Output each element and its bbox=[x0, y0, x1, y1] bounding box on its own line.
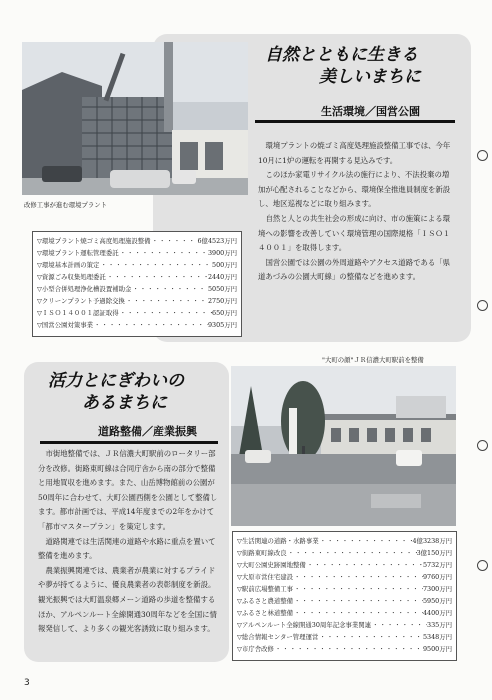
budget-row: ▽ＩＳＯ１４００１認証取得 ・・・・・・・・・・・・・・・・・・・・・・・・・・・・・・・・・・・・・・・・・・ 650万円 bbox=[37, 307, 237, 319]
binding-hole bbox=[477, 300, 488, 311]
budget-row: ▽クリーンプラント予過除交換 ・・・・・・・・・・・・・・・・・・・・・・・・・・・・・・・・・・・・・・・・・・ 2750万円 bbox=[37, 295, 237, 307]
top-body-text bbox=[258, 139, 455, 285]
page-number: 3 bbox=[24, 678, 30, 688]
top-subtitle-rule bbox=[255, 120, 455, 123]
top-photo-caption: 改修工事が進む環境プラント bbox=[24, 201, 108, 209]
binding-hole bbox=[477, 560, 488, 571]
bottom-title-line1: 活力とにぎわいの bbox=[48, 371, 184, 391]
budget-row: ▽資源ごみ収集処理委託 ・・・・・・・・・・・・・・・・・・・・・・・・・・・・・・・・・・・・・・・・・・ 2440万円 bbox=[37, 271, 237, 283]
binding-hole bbox=[477, 150, 488, 161]
budget-row: ▽大町公園史跡園地整備 ・・・・・・・・・・・・・・・・・・・・・・・・・・・・・・・・・・・・・・・・・・ 5732万円 bbox=[237, 559, 452, 571]
top-title-line2: 美しいまちに bbox=[319, 67, 421, 87]
bottom-subtitle: 道路整備／産業振興 bbox=[98, 425, 197, 438]
bottom-subtitle-rule bbox=[40, 441, 218, 444]
paragraph: 自然と人との共生社会の形成に向け、市の施策による環境への影響を改善していく環境管理の国際規格「ＩＳＯ１４００１」を取得します。 bbox=[258, 213, 451, 253]
budget-row: ▽街路東町線改良 ・・・・・・・・・・・・・・・・・・・・・・・・・・・・・・・・・・・・・・・・・・ 3億150万円 bbox=[237, 547, 452, 559]
budget-row: ▽アルペンルート全線開通30周年記念事業関連 ・・・・・・・・・・・・・・・・・・・・・・・・・・・・・・・・・・・・・・・・・・ 335万円 bbox=[237, 619, 452, 631]
budget-row: ▽環境基本計画の策定 ・・・・・・・・・・・・・・・・・・・・・・・・・・・・・・・・・・・・・・・・・・ 500万円 bbox=[37, 259, 237, 271]
top-title-line1: 自然とともに生きる bbox=[265, 45, 418, 65]
bottom-photo-caption: "大町の顔"ＪＲ信濃大町駅前を整備 bbox=[322, 356, 424, 364]
budget-row: ▽生活関連の道路・水路事業 ・・・・・・・・・・・・・・・・・・・・・・・・・・・・・・・・・・・・・・・・・・ 4億3238万円 bbox=[237, 535, 452, 547]
paragraph: 農業振興関連では、農業者が農業に対するプライドや夢が持てるように、優良農業者の表彰制度を新設。観光振興では大町温泉郷メーン道路の歩道を整備するほか、アルペンルート全線開通30周年などを全国に情報発信して、より多くの観光客誘致に取り組みます。 bbox=[38, 565, 217, 634]
station-plaza-photo bbox=[231, 366, 456, 526]
budget-row: ▽大原市営住宅建設 ・・・・・・・・・・・・・・・・・・・・・・・・・・・・・・・・・・・・・・・・・・ 9760万円 bbox=[237, 571, 452, 583]
budget-row: ▽ふるさと林道整備 ・・・・・・・・・・・・・・・・・・・・・・・・・・・・・・・・・・・・・・・・・・ 4400万円 bbox=[237, 607, 452, 619]
paragraph: 環境プラントの焼ゴミ高度処理施設整備工事では、今年10月に1炉の運転を再開する見込みです。 bbox=[258, 141, 451, 165]
budget-row: ▽国営公園対策事業 ・・・・・・・・・・・・・・・・・・・・・・・・・・・・・・・・・・・・・・・・・・ 9305万円 bbox=[37, 319, 237, 331]
binding-hole bbox=[477, 440, 488, 451]
budget-row: ▽総合情報センター管理運営 ・・・・・・・・・・・・・・・・・・・・・・・・・・・・・・・・・・・・・・・・・・ 5348万円 bbox=[237, 631, 452, 643]
top-subtitle: 生活環境／国営公園 bbox=[321, 105, 420, 118]
environment-plant-photo bbox=[22, 42, 248, 195]
budget-row: ▽ふるさと農道整備 ・・・・・・・・・・・・・・・・・・・・・・・・・・・・・・・・・・・・・・・・・・ 5950万円 bbox=[237, 595, 452, 607]
budget-row: ▽環境プラント運転管理委託 ・・・・・・・・・・・・・・・・・・・・・・・・・・・・・・・・・・・・・・・・・・ 3900万円 bbox=[37, 247, 237, 259]
paragraph: 市街地整備では、ＪＲ信濃大町駅前のロータリー部分を改修。街路東町線は合同庁舎から南の部分で整備と用地買収を進めます。また、山岳博物館前の公園が50周年に合わせて、大町公園西側を公園として整備します。都市計画では、平成14年度までの2年をかけて「都市マスタープラン」を策定します。 bbox=[38, 449, 218, 531]
paragraph: 国営公園では公園の外周道路やアクセス道路である「県道あづみの公園大町線」の整備などを進めます。 bbox=[258, 257, 451, 282]
budget-row: ▽市庁舎改修 ・・・・・・・・・・・・・・・・・・・・・・・・・・・・・・・・・・・・・・・・・・ 9500万円 bbox=[237, 643, 452, 655]
budget-row: ▽駅前広場整備工事 ・・・・・・・・・・・・・・・・・・・・・・・・・・・・・・・・・・・・・・・・・・ 7300万円 bbox=[237, 583, 452, 595]
budget-row: ▽環境プラント焼ゴミ高度処理施設整備 ・・・・・・・・・・・・・・・・・・・・・・・・・・・・・・・・・・・・・・・・・・ 6億4523万円 bbox=[37, 235, 237, 247]
budget-row: ▽小型合併処理浄化槽設置補助金 ・・・・・・・・・・・・・・・・・・・・・・・・・・・・・・・・・・・・・・・・・・ 5050万円 bbox=[37, 283, 237, 295]
paragraph: このほか家電リサイクル法の施行により、不法投棄の増加が心配されることなどから、環境保全推進員制度を新設し、地区巡視などに取り組みます。 bbox=[258, 170, 451, 209]
bottom-body-text bbox=[38, 447, 218, 637]
bottom-title-line2: あるまちに bbox=[82, 393, 167, 413]
paragraph: 道路関連では生活関連の道路や水路に重点を置いて整備を進めます。 bbox=[38, 536, 216, 561]
top-budget-box bbox=[32, 231, 242, 337]
bottom-budget-box bbox=[232, 531, 457, 661]
